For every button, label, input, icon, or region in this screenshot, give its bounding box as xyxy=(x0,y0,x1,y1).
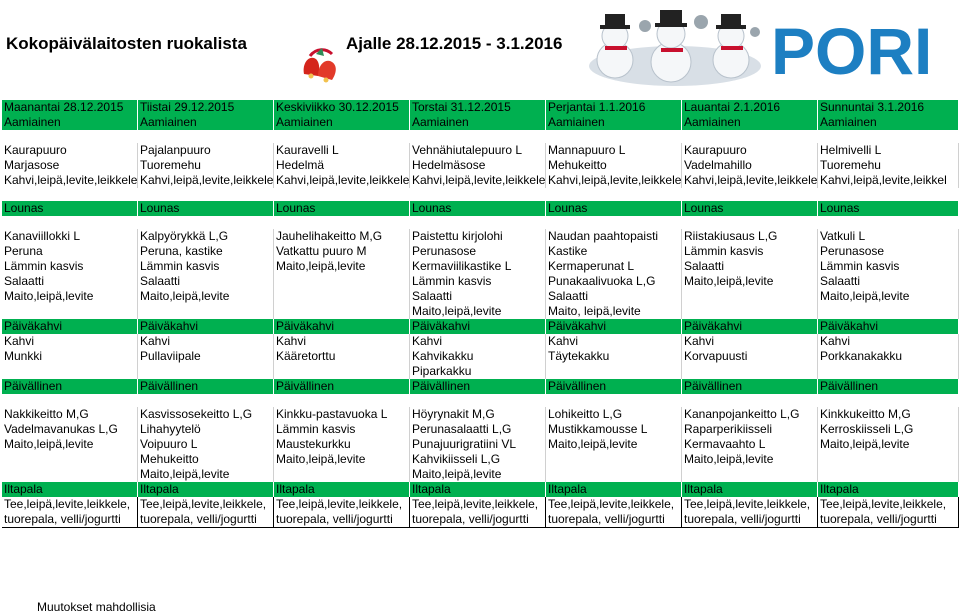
menu-cell: Tee,leipä,levite,leikkele, xyxy=(274,497,410,512)
snowmen-decoration-icon xyxy=(585,6,765,90)
menu-cell: Paistettu kirjolohi xyxy=(410,229,546,244)
menu-cell: Vadelmahillo xyxy=(682,158,818,173)
menu-row xyxy=(2,259,959,274)
menu-row xyxy=(2,512,959,528)
menu-cell: Lämmin kasvis xyxy=(410,274,546,289)
menu-cell xyxy=(682,289,818,304)
pori-logo xyxy=(765,12,955,82)
meal-label: Aamiainen xyxy=(818,115,959,130)
menu-cell: Tuoremehu xyxy=(138,158,274,173)
menu-cell xyxy=(818,304,959,319)
menu-cell: Kahvi,leipä,levite,leikkele xyxy=(276,173,410,187)
menu-cell: Kahvi xyxy=(546,334,682,349)
menu-cell: Lohikeitto L,G xyxy=(546,407,682,422)
days-header-row xyxy=(2,100,959,115)
menu-cell xyxy=(274,274,410,289)
menu-cell: Kalpyörykkä L,G xyxy=(138,229,274,244)
menu-cell: Nakkikeitto M,G xyxy=(2,407,138,422)
menu-row xyxy=(2,467,959,482)
meal-label: Päiväkahvi xyxy=(818,319,959,334)
menu-cell: Helmivelli L xyxy=(818,143,959,158)
menu-cell: Pullaviipale xyxy=(138,349,274,364)
menu-cell: Maito,leipä,levite xyxy=(410,304,546,319)
menu-cell xyxy=(274,289,410,304)
meal-label: Lounas xyxy=(274,201,410,216)
meal-label: Lounas xyxy=(138,201,274,216)
menu-cell xyxy=(546,452,682,467)
menu-cell: Tee,leipä,levite,leikkele, xyxy=(682,497,818,512)
day-header: Torstai 31.12.2015 xyxy=(410,100,546,115)
menu-row xyxy=(2,143,959,158)
menu-cell: Kahvi,leipä,levite,leikkel xyxy=(818,173,959,188)
menu-cell: Kaurapuuro xyxy=(682,143,818,158)
menu-cell: Kahvi xyxy=(682,334,818,349)
meal-header-row-iltapala xyxy=(2,482,959,497)
menu-cell: Mustikkamousse L xyxy=(546,422,682,437)
menu-cell: Naudan paahtopaisti xyxy=(546,229,682,244)
footer-note: Muutokset mahdollisia xyxy=(37,600,156,614)
menu-cell: Maito,leipä,levite xyxy=(138,289,274,304)
menu-cell: Lihahyytelö xyxy=(138,422,274,437)
meal-label: Iltapala xyxy=(2,482,138,497)
menu-cell: Kahvi xyxy=(818,334,959,349)
menu-cell xyxy=(274,467,410,482)
menu-cell: Kahvi xyxy=(274,334,410,349)
meal-label: Lounas xyxy=(682,201,818,216)
menu-row xyxy=(2,364,959,379)
menu-cell: Tuoremehu xyxy=(818,158,959,173)
menu-cell: Raparperikiisseli xyxy=(682,422,818,437)
menu-cell: Punajuurigratiini VL xyxy=(410,437,546,452)
menu-cell: Piparkakku xyxy=(410,364,546,379)
menu-cell: Kerroskiisseli L,G xyxy=(818,422,959,437)
meal-label: Päivällinen xyxy=(682,379,818,394)
menu-cell: Maito,leipä,levite xyxy=(2,289,138,304)
menu-cell xyxy=(2,364,138,379)
menu-cell: Munkki xyxy=(2,349,138,364)
meal-label: Päiväkahvi xyxy=(2,319,138,334)
menu-cell: Mehukeitto xyxy=(138,452,274,467)
menu-cell: Perunasalaatti L,G xyxy=(410,422,546,437)
day-header: Sunnuntai 3.1.2016 xyxy=(818,100,959,115)
menu-cell: Kermaviilikastike L xyxy=(410,259,546,274)
menu-cell: Maustekurkku xyxy=(274,437,410,452)
menu-cell: Lämmin kasvis xyxy=(274,422,410,437)
menu-cell: Tee,leipä,levite,leikkele, xyxy=(2,497,138,512)
menu-cell: Kahvi,leipä,levite,leikkele xyxy=(412,173,546,187)
meal-label: Päivällinen xyxy=(410,379,546,394)
menu-cell: Mehukeitto xyxy=(546,158,682,173)
meal-label: Iltapala xyxy=(546,482,682,497)
menu-cell: Kahvi,leipä,levite,leikkele xyxy=(548,173,682,187)
menu-cell: Kauravelli L xyxy=(274,143,410,158)
meal-label: Päiväkahvi xyxy=(274,319,410,334)
meal-label: Päiväkahvi xyxy=(138,319,274,334)
menu-cell: Kasvissosekeitto L,G xyxy=(138,407,274,422)
menu-cell: Riistakiusaus L,G xyxy=(682,229,818,244)
menu-cell: Maito,leipä,levite xyxy=(818,437,959,452)
menu-cell: Porkkanakakku xyxy=(818,349,959,364)
menu-cell: Tee,leipä,levite,leikkele, xyxy=(138,497,274,512)
meal-label: Iltapala xyxy=(274,482,410,497)
meal-header-row-paivakahvi xyxy=(2,319,959,334)
menu-cell: tuorepala, velli/jogurtti xyxy=(818,512,959,527)
meal-label: Päiväkahvi xyxy=(410,319,546,334)
menu-cell xyxy=(818,467,959,482)
menu-cell: Maito,leipä,levite xyxy=(2,437,138,452)
menu-cell: Tee,leipä,levite,leikkele, xyxy=(410,497,546,512)
meal-label: Päivällinen xyxy=(2,379,138,394)
menu-cell: Kermavaahto L xyxy=(682,437,818,452)
meal-label: Aamiainen xyxy=(138,115,274,130)
meal-label: Aamiainen xyxy=(682,115,818,130)
menu-cell: Salaatti xyxy=(818,274,959,289)
menu-row xyxy=(2,244,959,259)
menu-cell: Pajalanpuuro xyxy=(138,143,274,158)
menu-cell: Kahvi xyxy=(138,334,274,349)
menu-row xyxy=(2,229,959,244)
menu-cell: Tee,leipä,levite,leikkele, xyxy=(818,497,959,512)
day-header: Maanantai 28.12.2015 xyxy=(2,100,138,115)
meal-label: Iltapala xyxy=(682,482,818,497)
menu-cell: Lämmin kasvis xyxy=(138,259,274,274)
menu-cell: Mannapuuro L xyxy=(546,143,682,158)
menu-cell: Maito,leipä,levite xyxy=(274,259,410,274)
menu-cell: Maito,leipä,levite xyxy=(682,274,818,289)
menu-cell xyxy=(2,304,138,319)
meal-label: Päiväkahvi xyxy=(682,319,818,334)
menu-cell: Maito,leipä,levite xyxy=(138,467,274,482)
menu-cell xyxy=(546,467,682,482)
menu-period: Ajalle 28.12.2015 - 3.1.2016 xyxy=(346,34,563,53)
menu-cell: Kahvi,leipä,levite,leikkele xyxy=(684,173,818,187)
menu-cell: Perunasose xyxy=(818,244,959,259)
menu-cell: Kahvikiisseli L,G xyxy=(410,452,546,467)
menu-cell xyxy=(818,364,959,379)
meal-label: Päivällinen xyxy=(138,379,274,394)
menu-cell: Vatkattu puuro M xyxy=(274,244,410,259)
menu-cell: tuorepala, velli/jogurtti xyxy=(546,512,682,527)
menu-row xyxy=(2,304,959,319)
menu-row xyxy=(2,334,959,349)
meal-label: Iltapala xyxy=(818,482,959,497)
menu-cell: tuorepala, velli/jogurtti xyxy=(410,512,546,527)
menu-cell xyxy=(818,452,959,467)
menu-cell: Tee,leipä,levite,leikkele, xyxy=(546,497,682,512)
meal-label: Päivällinen xyxy=(274,379,410,394)
menu-row xyxy=(2,422,959,437)
menu-row xyxy=(2,173,959,188)
menu-cell: Maito,leipä,levite xyxy=(410,467,546,482)
menu-cell xyxy=(682,304,818,319)
menu-cell xyxy=(682,467,818,482)
menu-cell: Kinkkukeitto M,G xyxy=(818,407,959,422)
menu-cell: Lämmin kasvis xyxy=(2,259,138,274)
menu-cell: Hedelmä xyxy=(274,158,410,173)
menu-row xyxy=(2,289,959,304)
menu-cell: Peruna, kastike xyxy=(138,244,274,259)
menu-row xyxy=(2,437,959,452)
meal-header-row-paivallinen xyxy=(2,379,959,394)
menu-row xyxy=(2,158,959,173)
menu-cell: Lämmin kasvis xyxy=(818,259,959,274)
menu-cell: Kahvi xyxy=(410,334,546,349)
meal-label: Aamiainen xyxy=(546,115,682,130)
meal-label: Lounas xyxy=(410,201,546,216)
menu-cell: Korvapuusti xyxy=(682,349,818,364)
menu-cell: tuorepala, velli/jogurtti xyxy=(2,512,138,527)
menu-cell: Kastike xyxy=(546,244,682,259)
menu-cell: Kääretorttu xyxy=(274,349,410,364)
menu-cell: Maito,leipä,levite xyxy=(274,452,410,467)
menu-cell xyxy=(546,364,682,379)
menu-table xyxy=(2,100,959,528)
menu-cell xyxy=(274,364,410,379)
menu-cell: Maito,leipä,levite xyxy=(818,289,959,304)
menu-row xyxy=(2,452,959,467)
meal-label: Päivällinen xyxy=(818,379,959,394)
menu-cell: Kaurapuuro xyxy=(2,143,138,158)
menu-cell: Salaatti xyxy=(138,274,274,289)
menu-cell: Kahvi xyxy=(2,334,138,349)
page-title: Kokopäivälaitosten ruokalista xyxy=(6,34,247,53)
meal-label: Iltapala xyxy=(410,482,546,497)
day-header: Tiistai 29.12.2015 xyxy=(138,100,274,115)
meal-label: Päiväkahvi xyxy=(546,319,682,334)
meal-label: Aamiainen xyxy=(274,115,410,130)
menu-cell: Täytekakku xyxy=(546,349,682,364)
menu-row xyxy=(2,349,959,364)
menu-cell: Hedelmäsose xyxy=(410,158,546,173)
menu-cell: tuorepala, velli/jogurtti xyxy=(274,512,410,527)
menu-cell: tuorepala, velli/jogurtti xyxy=(682,512,818,527)
menu-cell: Maito, leipä,levite xyxy=(546,304,682,319)
menu-cell: tuorepala, velli/jogurtti xyxy=(138,512,274,527)
menu-cell: Jauhelihakeitto M,G xyxy=(274,229,410,244)
menu-cell xyxy=(682,364,818,379)
menu-cell xyxy=(138,364,274,379)
day-header: Perjantai 1.1.2016 xyxy=(546,100,682,115)
day-header: Lauantai 2.1.2016 xyxy=(682,100,818,115)
meal-label: Aamiainen xyxy=(2,115,138,130)
christmas-bells-icon xyxy=(296,44,344,86)
meal-label: Iltapala xyxy=(138,482,274,497)
menu-cell xyxy=(274,304,410,319)
menu-cell: Lämmin kasvis xyxy=(682,244,818,259)
menu-cell: Salaatti xyxy=(2,274,138,289)
meal-label: Lounas xyxy=(818,201,959,216)
menu-cell: Vatkuli L xyxy=(818,229,959,244)
meal-header-row-lounas xyxy=(2,201,959,216)
menu-cell: Kananpojankeitto L,G xyxy=(682,407,818,422)
svg-text:PORI: PORI xyxy=(771,14,933,82)
menu-cell: Kermaperunat L xyxy=(546,259,682,274)
meal-header-row-aamiainen xyxy=(2,115,959,130)
menu-row xyxy=(2,274,959,289)
menu-cell: Maito,leipä,levite xyxy=(682,452,818,467)
menu-cell xyxy=(2,452,138,467)
menu-cell: Salaatti xyxy=(410,289,546,304)
menu-cell: Kahvi,leipä,levite,leikkele xyxy=(140,173,274,187)
menu-cell xyxy=(138,304,274,319)
menu-cell: Peruna xyxy=(2,244,138,259)
menu-cell: Salaatti xyxy=(682,259,818,274)
menu-cell: Kanaviillokki L xyxy=(2,229,138,244)
menu-cell: Salaatti xyxy=(546,289,682,304)
menu-cell: Marjasose xyxy=(2,158,138,173)
menu-cell: Kahvi,leipä,levite,leikkele xyxy=(4,173,138,187)
menu-cell xyxy=(2,467,138,482)
menu-cell: Voipuuro L xyxy=(138,437,274,452)
menu-cell: Kahvikakku xyxy=(410,349,546,364)
day-header: Keskiviikko 30.12.2015 xyxy=(274,100,410,115)
meal-label: Lounas xyxy=(2,201,138,216)
meal-label: Päivällinen xyxy=(546,379,682,394)
menu-cell: Maito,leipä,levite xyxy=(546,437,682,452)
menu-cell: Vadelmavanukas L,G xyxy=(2,422,138,437)
meal-label: Lounas xyxy=(546,201,682,216)
menu-cell: Kinkku-pastavuoka L xyxy=(274,407,410,422)
menu-cell: Höyrynakit M,G xyxy=(410,407,546,422)
meal-label: Aamiainen xyxy=(410,115,546,130)
menu-row xyxy=(2,407,959,422)
menu-cell: Perunasose xyxy=(410,244,546,259)
menu-cell: Punakaalivuoka L,G xyxy=(546,274,682,289)
menu-row xyxy=(2,497,959,512)
menu-cell: Vehnähiutalepuuro L xyxy=(410,143,546,158)
